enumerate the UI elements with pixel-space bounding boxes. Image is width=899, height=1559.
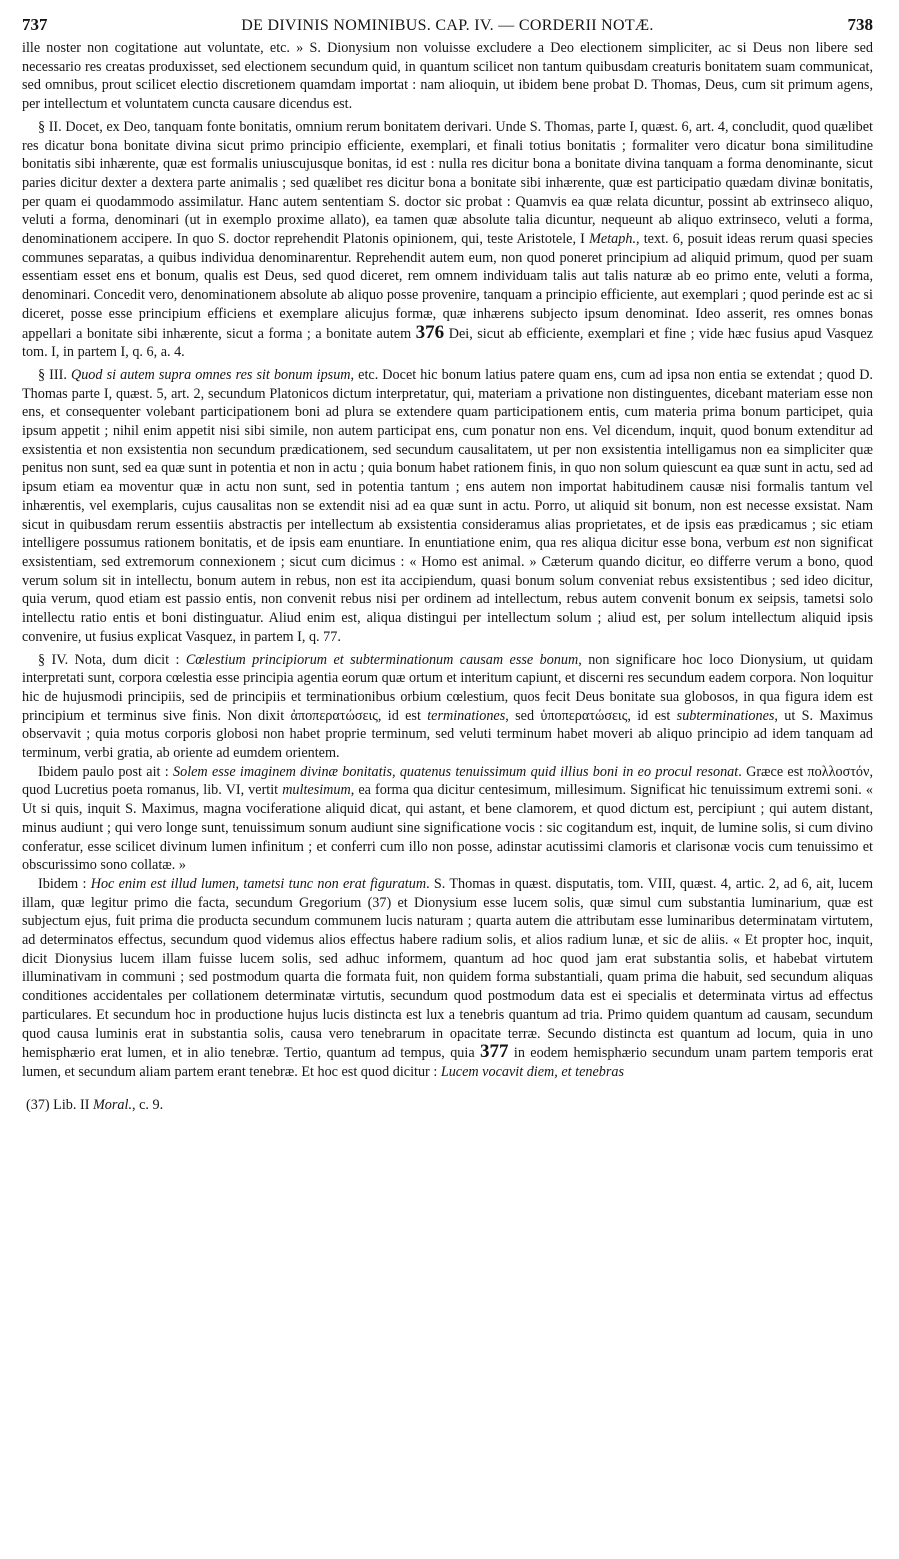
paragraph [22,763,873,875]
left-page-number: 737 [22,15,48,34]
text-run: § IV. Nota, dum dicit : [38,651,186,668]
paragraph [22,118,873,362]
italic-text: terminationes [427,707,506,724]
italic-text: Quod si autem supra omnes res sit bonum ipsum [70,366,351,383]
text-run: , text. 6, posuit ideas rerum quasi species communes separatas, a quibus individua denominarentur. Reprehendit autem eum, non quod poneret principium ad aliquid primum, quod per suam essentiam esset ens et bonum, qualis est Deus, sed quod diceret, rem omnem individuam talis aut talis naturæ ab eo primo ente, veluti a forma, denominari. Concedit vero, denominationem absolute ab aliquo posse provenire, tanquam a principio efficiente, aut exemplari ; quod perinde est ac si diceret, posse esse principium efficiens et exemplare alicujus formæ, quæ inhærens subjecto ipsum denominat. Ideo asserit, res omnes bonas appellari a bonitate sibi inhærente, sicut a forma ; a bonitate autem [22,231,873,342]
text-run: , c. 9. [132,1096,164,1113]
text-run: Ibidem paulo post ait : [38,763,173,780]
italic-text: Cœlestium principiorum et subterminationum causam esse bonum [185,651,579,668]
italic-text: Moral. [92,1096,132,1113]
text-run: Ibidem : [38,875,91,892]
running-title: DE DIVINIS NOMINIBUS. CAP. IV. — CORDERII NOTÆ. [241,17,654,34]
text-run: non significat exsistentiam, sed extremorum connexionem ; sicut cum dicimus : « Homo est animal. » Cæterum quando dicitur, eo differre verum a bono, quod verum solum sit in intellectu, bonum autem in rebus, non est ita accipiendum, quasi bonum solum conveniat rebus exsistentibus ; sed ideo dicitur, quia verum, quod etiam est passio entis, non convenit rebus nisi per ordinem ad intellectum, rebus autem convenit bonum ex seipsis, tametsi solo intellectu ratio entis et boni distinguatur. Aliud enim est, aliqua distingui per intellectum solum ; aliud est, per solum intellectum aliquid ipsis convenire, ut fusius explicat Vasquez, in partem I, q. 77. [22,535,874,645]
paragraph [22,39,873,114]
footnote [22,1096,873,1115]
right-page-number: 738 [847,15,873,34]
main-text [22,39,873,1082]
paragraph [22,651,873,763]
column-number: 376 [415,321,445,343]
paragraph [22,875,873,1082]
italic-text: multesimum [282,782,351,799]
text-run: . Græce est πολλοστόν, quod Lucretius poeta romanus, lib. VI, vertit [22,763,873,799]
text-run: § III. [38,366,71,383]
text-run: (37) Lib. II [26,1096,93,1113]
italic-text: subterminationes [676,707,775,724]
text-run: , etc. Docet hic bonum latius patere quam ens, cum ad ipsa non entia se extendat ; quod D. Thomas parte I, quæst. 5, art. 2, secundum Platonicos dictum interpretatur, qui, materiam a privatione non distinguentes, dicebant materiam esse non ens, et consequenter volebant participationem boni ad plura se extendere quam participationem entis, cum materia prima bonum participet, quia ipsum appetit ; nihil enim appetit nisi sibi simile, non autem participat ens, cum ponatur non ens. Vel dicendum, inquit, quod bonum extenditur ad exsistentia et non exsistentia non secundum prædicationem, sed secundum causalitatem, ut per non exsistentia intelligamus non ea simpliciter quæ penitus non sunt, sed ea quæ sunt in potentia et non in actu ; quia bonum habet rationem finis, in quo non solum quiescunt ea quæ sunt in actu, sed ad ipsum etiam ea moventur quæ in actu non sunt, sed in potentia tantum ; ens autem non importat habitudinem causæ nisi formalis tantum vel inhærentis, vel exemplaris, cujus causalitas non se extendit nisi ad ea quæ sunt in actu. Porro, ut aliquid sit bonum, non est necesse exsistat. Nam sicut in quibusdam rerum essentiis abstractis per intellectum ab exsistentia consideramus alias proprietates, et de ipsis eas prædicamus ; sic etiam intelligere possumus rationem bonitatis, et de ipsis eam enuntiare. In enuntiatione enim, qua res aliqua dicitur esse bona, verbum [22,366,873,552]
text-run: , ut S. Maximus observavit ; quia motus corporis globosi non habet proprie terminum, sed veluti terminum habet moveri ab aliquo principio ad idem tanquam ad terminum, verbi gratia, ab oriente ad eumdem orientem. [22,707,873,762]
italic-text: Solem esse imaginem divinæ bonitatis, quatenus tenuissimum quid illius boni in eo procul resonat [173,763,739,780]
italic-text: Metaph. [589,231,636,248]
text-run: . S. Thomas in quæst. disputatis, tom. VIII, quæst. 4, artic. 2, ad 6, ait, lucem illam, quæ legitur primo die facta, secundum Gregorium (37) et Dionysium esse lucem solis, quæ simul cum substantia luminarium, quæ est subjectum ejus, fuit prima die producta secundum communem lucis naturam ; quarta autem die attributam esse luminaribus determinatam virtutem, ad determinatos effectus, secundum quod videmus alios effectus habere radium solis, et alios radium lunæ, et sic de aliis. « Et propter hoc, inquit, dicit Dionysius lucem illam fuisse lucem solis, sed adhuc informem, quantum ad hoc quod jam erat substantia solis, et habebat virtutem illuminativam in communi ; sed postmodum quarta die formata fuit, non quidem forma substantiali, quam prima die habuit, sed secundum aliquas conditiones accidentales per collationem determinatæ virtutis, secundum quod postmodum data est ei specialis et determinata virtus ad effectus particulares. Et secundum hoc in productione hujus lucis distincta est lux a tenebris quantum ad tria. Primo quidem quantum ad causam, secundum quod causa luminis erat in substantia solis, causa vero tenebrarum in opacitate terræ. Secundo distincta est quantum ad locum, quia in uno hemisphærio erat lumen, et in alio tenebræ. Tertio, quantum ad tempus, quia [22,875,873,1062]
column-number: 377 [480,1041,509,1063]
paragraph [22,366,873,647]
italic-text: Hoc enim est illud lumen, tametsi tunc non erat figuratum [90,875,427,892]
text-run: ille noster non cogitatione aut voluntate, etc. » S. Dionysium non voluisse excludere a Deo electionem simpliciter, ac si Deus non libere sed necessario res creatas produxisset, sed electionem secundum quid, in quantum scilicet non tantum quibusdam creaturis bonitatem suam communicat, sed omnibus, prout scilicet electio discretionem quamdam importat : nam alioquin, ut ibidem bene probat D. Thomas, Deus, cum sit primum agens, per intellectum et voluntatem cuncta causare dicendus est. [22,40,873,113]
italic-text: Lucem vocavit diem, et tenebras [440,1063,625,1080]
text-run: § II. Docet, ex Deo, tanquam fonte bonitatis, omnium rerum bonitatem derivari. Unde S. Thomas, parte I, quæst. 6, art. 4, concludit, quod quælibet res dicatur bona bonitate divina sicut primo principio efficiente, exemplari, et finali totius bonitatis ; formaliter vero dicatur bona similitudine bonitatis sibi inhærente, quæ est formalis uniuscujusque bonitas, id est : nulla res dicitur bona a bonitate divina tanquam a forma denominante, sicut paries dicitur dexter a dextera parte animalis ; sed quælibet res dicitur bona a bonitate sibi inhærente, quæ est participatio quædam divinæ bonitatis, per quam ei quodammodo assimilatur. Hanc autem sententiam S. doctor sic probat : Quamvis ea quæ relata dicuntur, possint ab extrinseco aliquo, veluti a forma, denominari (ut in exemplo proxime allato), ea tamen quæ absolute talia dicuntur, nequeunt ab aliquo extrinseco, veluti a forma, denominationem accipere. In quo S. doctor reprehendit Platonis opinionem, qui, teste Aristotele, I [22,118,873,248]
text-run: Dei, sicut ab efficiente, exemplari et fine ; vide hæc fusius apud Vasquez tom. I, in partem I, q. 6, a. 4. [22,325,873,361]
text-run: in eodem hemisphærio secundum unam partem temporis erat lumen, et secundum aliam partem erant tenebræ. Et hoc est quod dicitur : [22,1045,873,1080]
text-run: , ea forma qua dicitur centesimum, millesimum. Significat hic tenuissimum extremi soni. « Ut si quis, inquit S. Maximus, magna vociferatione aliquid dicat, qui astant, et bene clamorem, et quod dictum est, percipiunt ; qui autem distant, minus audiunt ; qui vero longe sunt, tenuissimum sonum audiunt sine significatione vocis : sic cogitandum est, inquit, de lumine solis, si cum divino conferatur, esse scilicet divinum lumen infinitum ; et conferri cum illo non posse, adinstar acutissimi clamoris et clarisonæ vocis cum tenuissimo et obscurissimo sono collatæ. » [22,782,874,874]
italic-text: est [774,535,790,552]
text-run: , non significare hoc loco Dionysium, ut quidam interpretati sunt, corpora cœlestia esse principia agentia eorum quæ ortum et interitum capiunt, et discerni res secundum eadem corpora. Non loquitur hic de hujusmodi principiis, sed de principiis et terminationibus orbium cœlestium, quos fecit Deus bonitate sua globosos, in qua figura idem est principium et terminus sive finis. Non dixit ἀποπερατώσεις, id est [22,651,874,724]
text-run: , sed ὑποπερατώσεις, id est [505,707,677,724]
running-header [22,14,873,37]
